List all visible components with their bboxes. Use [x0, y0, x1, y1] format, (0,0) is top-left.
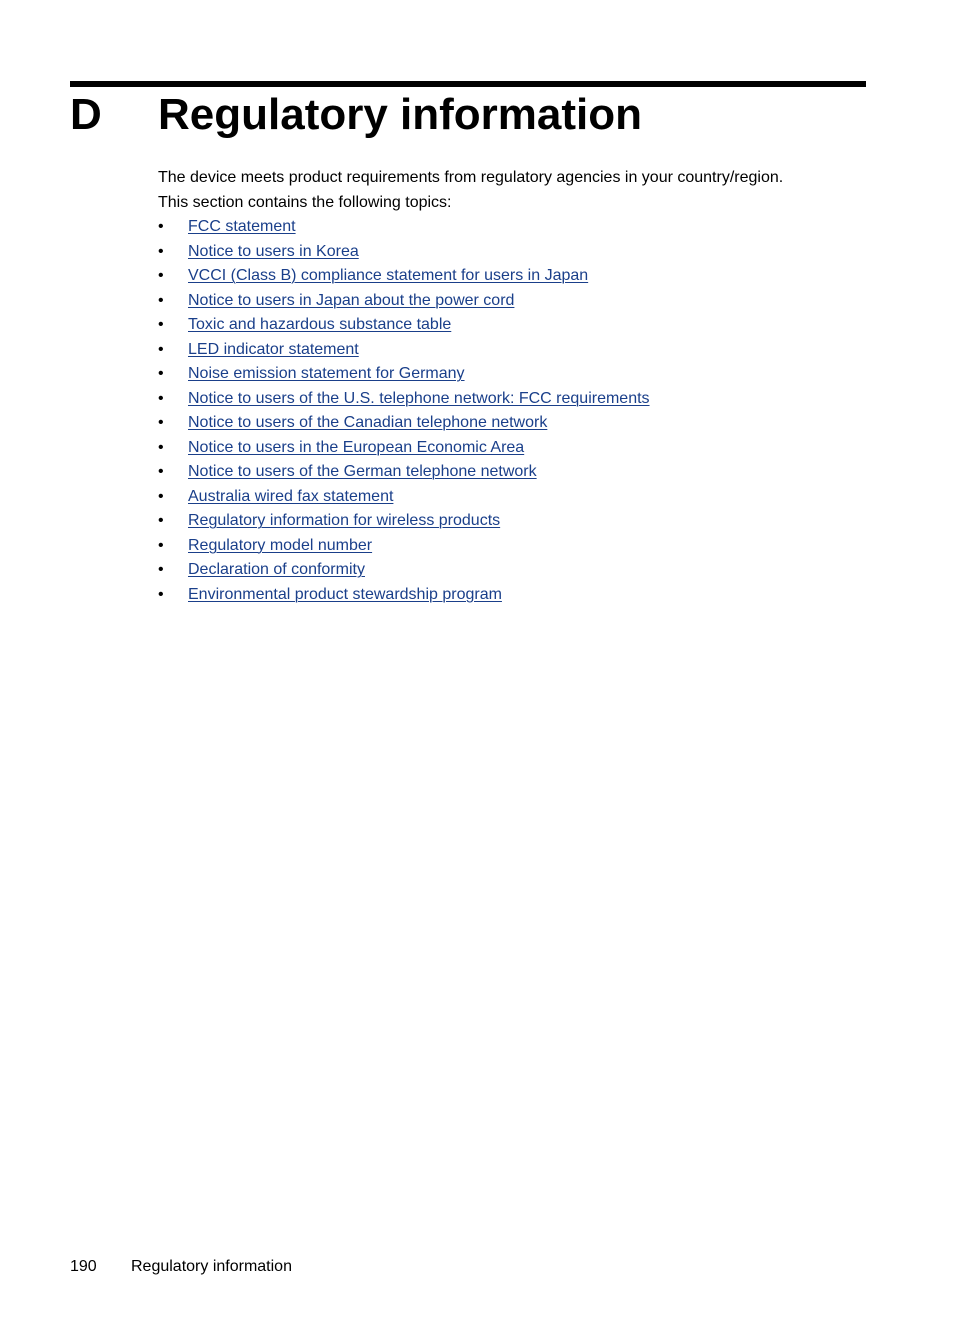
topic-link-environmental-stewardship[interactable]: Environmental product stewardship program: [188, 585, 502, 603]
bullet-icon: •: [158, 316, 164, 333]
topics-lead-text: This section contains the following topics:: [158, 194, 452, 211]
topic-link-led-indicator[interactable]: LED indicator statement: [188, 340, 359, 358]
topic-link-us-telephone-fcc[interactable]: Notice to users of the U.S. telephone network: FCC requirements: [188, 389, 650, 407]
bullet-icon: •: [158, 291, 164, 309]
page-title: Regulatory information: [158, 90, 643, 139]
bullet-icon: •: [158, 512, 164, 529]
chapter-top-rule: [70, 81, 866, 87]
topic-link-toxic-substance-table[interactable]: Toxic and hazardous substance table: [188, 316, 452, 333]
bullet-icon: •: [158, 561, 164, 578]
bullet-icon: •: [158, 585, 164, 603]
bullet-icon: •: [158, 242, 164, 260]
footer-page-number: 190: [70, 1258, 97, 1275]
topic-link-noise-germany[interactable]: Noise emission statement for Germany: [188, 365, 465, 382]
bullet-icon: •: [158, 267, 164, 284]
topic-link-australia-fax[interactable]: Australia wired fax statement: [188, 487, 394, 505]
topic-link-fcc-statement[interactable]: FCC statement: [188, 218, 296, 235]
topic-link-model-number[interactable]: Regulatory model number: [188, 536, 373, 554]
bullet-icon: •: [158, 487, 164, 505]
topic-link-canadian-telephone[interactable]: Notice to users of the Canadian telephone network: [188, 414, 548, 431]
footer-section-title: Regulatory information: [131, 1258, 292, 1275]
topic-link-japan-power-cord[interactable]: Notice to users in Japan about the power cord: [188, 291, 515, 309]
bullet-icon: •: [158, 438, 164, 456]
bullet-icon: •: [158, 389, 164, 407]
bullet-icon: •: [158, 340, 164, 358]
topic-link-declaration-conformity[interactable]: Declaration of conformity: [188, 561, 365, 578]
bullet-icon: •: [158, 414, 164, 431]
bullet-icon: •: [158, 365, 164, 382]
topic-link-korea-notice[interactable]: Notice to users in Korea: [188, 242, 359, 260]
topic-link-european-economic-area[interactable]: Notice to users in the European Economic Area: [188, 438, 525, 456]
topic-link-german-telephone[interactable]: Notice to users of the German telephone network: [188, 463, 537, 480]
intro-paragraph: The device meets product requirements from regulatory agencies in your country/region.: [158, 169, 784, 186]
chapter-letter: D: [70, 90, 102, 139]
topic-link-wireless-regulatory[interactable]: Regulatory information for wireless products: [188, 512, 501, 529]
topic-link-vcci-japan[interactable]: VCCI (Class B) compliance statement for users in Japan: [188, 267, 589, 284]
bullet-icon: •: [158, 536, 164, 554]
bullet-icon: •: [158, 218, 164, 235]
bullet-icon: •: [158, 463, 164, 480]
